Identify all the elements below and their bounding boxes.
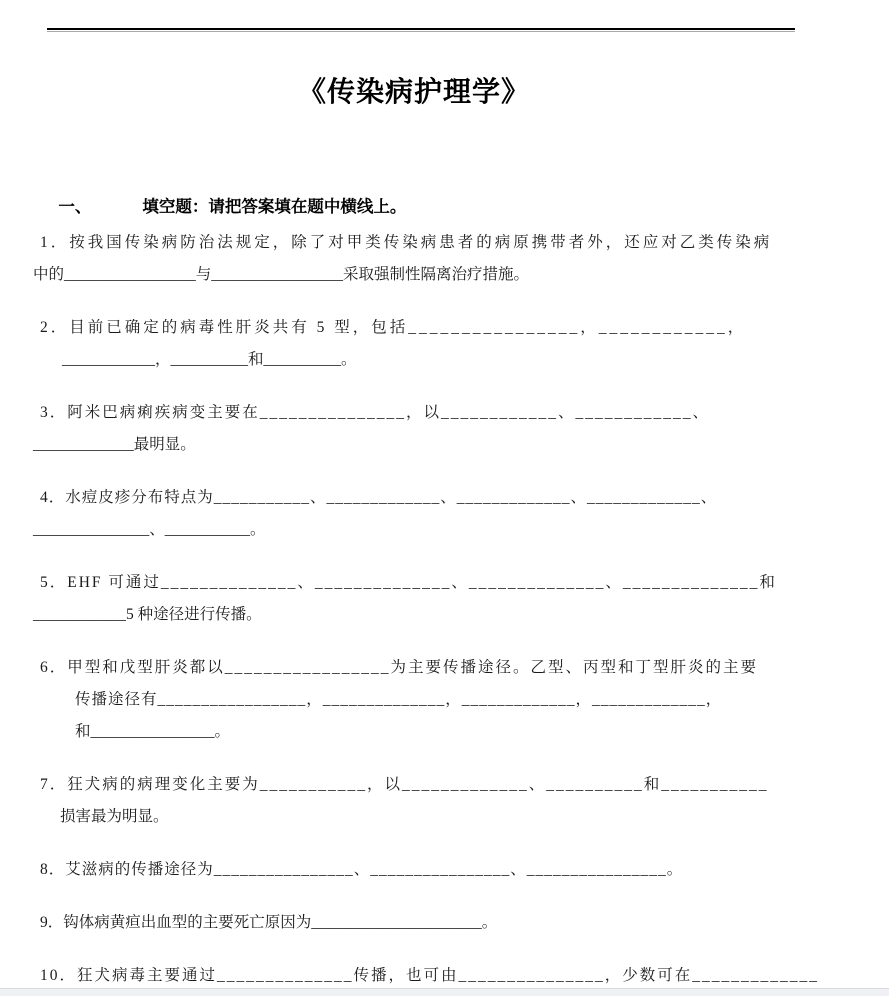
question-1 <box>33 227 833 291</box>
question-line: ____________5 种途径进行传播。 <box>33 606 262 623</box>
question-3 <box>33 397 833 461</box>
header-rule <box>47 28 795 32</box>
question-9 <box>33 907 833 939</box>
question-8 <box>33 854 833 886</box>
question-line: 和________________。 <box>75 723 231 740</box>
question-7 <box>33 769 833 833</box>
viewer-bottom-edge <box>0 988 889 996</box>
question-line: 2．目前已确定的病毒性肝炎共有 5 型，包括________________，____________， <box>40 319 747 336</box>
question-line: 损害最为明显。 <box>60 808 169 825</box>
section-title: 填空题：请把答案填在题中横线上。 <box>142 198 407 216</box>
question-line: 3．阿米巴病痢疾病变主要在_______________，以____________、____________、 <box>40 404 711 421</box>
page-title: 《传染病护理学》 <box>297 76 530 107</box>
question-6 <box>33 652 833 748</box>
question-line: 8．艾滋病的传播途径为________________、________________、________________。 <box>40 861 684 878</box>
question-line: 传播途径有_________________，______________，_____________，_____________， <box>75 691 723 708</box>
question-line: 9．钩体病黄疸出血型的主要死亡原因为______________________。 <box>40 914 498 931</box>
question-line: 7．狂犬病的病理变化主要为___________，以_____________、__________和___________ <box>40 776 769 793</box>
question-line: 5．EHF 可通过______________、______________、______________、______________和 <box>40 574 777 591</box>
question-line: ____________，__________和__________。 <box>62 351 357 368</box>
question-line: 1．按我国传染病防治法规定，除了对甲类传染病患者的病原携带者外，还应对乙类传染病 <box>40 234 773 251</box>
section-number: 一、 <box>58 198 92 216</box>
question-line: _______________、___________。 <box>33 521 266 538</box>
question-line: _____________最明显。 <box>33 436 196 453</box>
question-5 <box>33 567 833 631</box>
question-4 <box>33 482 833 546</box>
question-list <box>33 227 833 996</box>
question-line: 6．甲型和戊型肝炎都以_________________为主要传播途径。乙型、丙型和丁型肝炎的主要 <box>40 659 759 676</box>
question-2 <box>33 312 833 376</box>
question-line: 中的_________________与_________________采取强制性隔离治疗措施。 <box>33 266 530 283</box>
question-line: 4．水痘皮疹分布特点为___________、_____________、_____________、_____________、 <box>40 489 718 506</box>
question-line: 10．狂犬病毒主要通过______________传播，也可由_______________，少数可在_____________ <box>40 967 820 984</box>
